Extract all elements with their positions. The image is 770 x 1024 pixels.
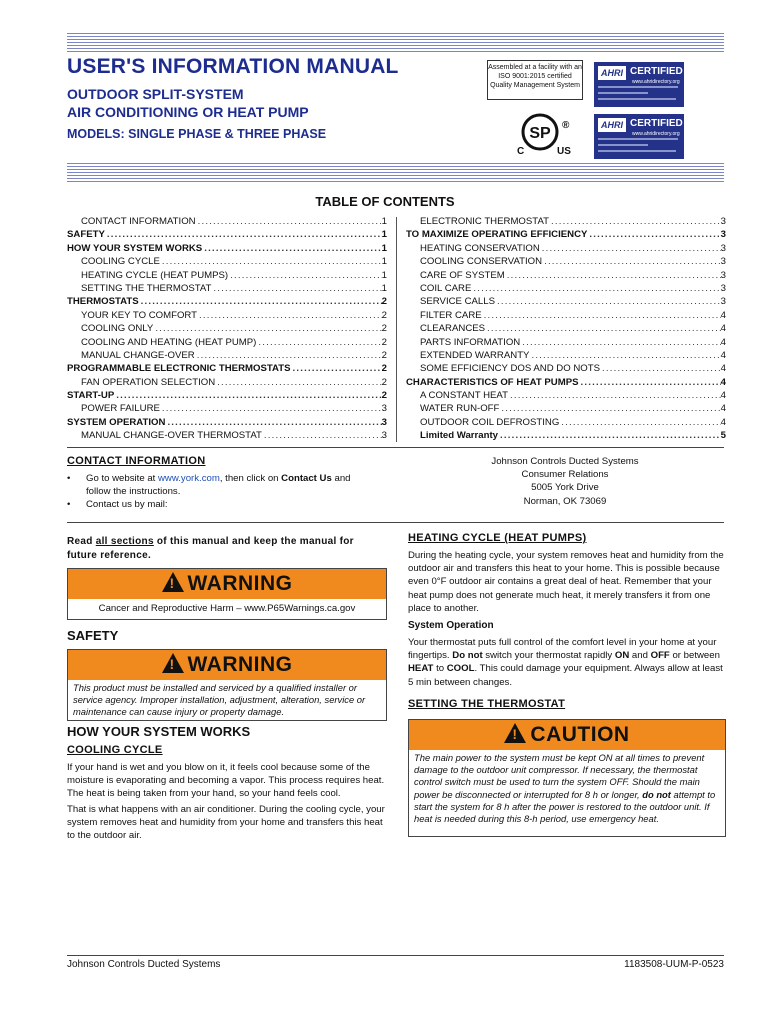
toc-entry-label: THERMOSTATS [67,296,139,308]
toc-entry-label: HEATING CONSERVATION [420,242,540,254]
subtitle-line2: AIR CONDITIONING OR HEAT PUMP [67,104,309,120]
toc-right-column [406,215,726,443]
ahri-certified-badge [594,62,684,107]
toc-leader-dots [196,215,382,228]
cooling-cycle-heading: COOLING CYCLE [67,744,163,756]
toc-leader-dots [114,389,381,402]
toc-entry-page: 1 [381,242,387,254]
toc-entry[interactable] [406,242,726,255]
toc-leader-dots [559,416,720,429]
toc-entry[interactable] [406,349,726,362]
cooling-paragraph-1: If your hand is wet and you blow on it, it feels cool because some of the moisture is evaporating and becoming a vapor. This process requires heat. The heat is being taken from your hand, so your hand feels cool. [67,762,385,800]
toc-entry[interactable] [67,309,387,322]
toc-entry-label: MANUAL CHANGE-OVER [81,349,195,361]
contact-bullet-1: • Go to website at www.york.com, then click on Contact Us and follow the instructions. [67,473,351,498]
toc-leader-dots [291,362,382,375]
toc-entry[interactable] [406,389,726,402]
toc-leader-dots [153,322,381,335]
heating-cycle-heading: HEATING CYCLE (HEAT PUMPS) [408,532,587,544]
toc-entry-label: CONTACT INFORMATION [81,216,196,227]
section-divider-2 [67,522,724,523]
toc-leader-dots [256,336,381,349]
toc-entry[interactable] [406,295,726,308]
toc-entry[interactable] [67,376,387,389]
toc-entry-page: 4 [720,349,726,361]
toc-leader-dots [542,255,721,268]
toc-entry-page: 4 [720,323,726,335]
toc-leader-dots [202,242,381,255]
toc-entry-label: COOLING AND HEATING (HEAT PUMP) [81,336,257,348]
iso-certification-box: Assembled at a facility with an ISO 9001:2015 certified Quality Management System [487,60,583,100]
toc-leader-dots [482,309,721,322]
warning-triangle-icon-2 [162,653,184,673]
toc-entry-page: 1 [381,282,387,294]
toc-entry-page: 2 [381,309,387,321]
toc-entry-page: 2 [381,390,387,402]
toc-entry[interactable] [406,416,726,429]
toc-entry[interactable] [67,242,387,255]
toc-entry-page: 1 [381,256,387,268]
toc-leader-dots [495,295,721,308]
toc-leader-dots [520,336,720,349]
footer-document-number: 1183508-UUM-P-0523 [624,959,724,970]
toc-leader-dots [498,429,721,442]
contact-bullet-2: • Contact us by mail: [67,499,168,510]
toc-entry-label: SAFETY [67,229,105,241]
toc-leader-dots [160,255,382,268]
toc-leader-dots [508,389,721,402]
toc-entry-page: 2 [381,323,387,335]
toc-entry-label: HOW YOUR SYSTEM WORKS [67,242,203,254]
setting-thermostat-heading: SETTING THE THERMOSTAT [408,698,566,710]
caution-text: The main power to the system must be kept ON at all times to prevent damage to the outdoor unit compressor. If necessary, the thermostat control switch must be used to turn the system OFF. Should the main power be disconnected or interrupted for 8 h or longer, do not attempt to start the system for 8 h after the power is restored to the outdoor unit. If heat is needed during this 8-h period, use emergency heat. [414,752,716,825]
toc-entry[interactable] [67,362,387,375]
manual-title: USER'S INFORMATION MANUAL [67,55,399,78]
toc-leader-dots [139,295,382,308]
models-line: MODELS: SINGLE PHASE & THREE PHASE [67,127,327,141]
csa-c-label: C [517,146,525,157]
mailing-address: Johnson Controls Ducted Systems Consumer Relations 5005 York Drive Norman, OK 73069 [491,456,639,507]
toc-entry-label: FAN OPERATION SELECTION [81,376,216,388]
warning-box-p65 [67,568,387,620]
toc-entry-label: Limited Warranty [420,430,499,442]
toc-entry[interactable] [406,215,726,228]
toc-entry-page: 4 [720,390,726,402]
toc-entry-label: COOLING CYCLE [81,256,160,268]
toc-entry[interactable] [67,322,387,335]
toc-entry[interactable] [406,336,726,349]
toc-leader-dots [540,242,721,255]
warning-header: !WARNING [68,569,386,599]
footer-company: Johnson Controls Ducted Systems [67,959,221,970]
toc-leader-dots [505,269,721,282]
toc-left-column [67,215,387,443]
toc-entry-page: 2 [381,363,387,375]
toc-entry-page: 2 [381,349,387,361]
toc-entry-page: 4 [720,376,726,388]
toc-entry-page: 3 [720,229,726,241]
toc-leader-dots [105,228,382,241]
toc-entry[interactable] [67,416,387,429]
header-stripes-bottom [67,163,724,183]
toc-title: TABLE OF CONTENTS [315,194,455,209]
warning-box-safety [67,649,387,721]
toc-leader-dots [197,309,382,322]
toc-entry-label: PARTS INFORMATION [420,336,521,348]
toc-entry-page: 3 [720,269,726,281]
toc-entry-label: CARE OF SYSTEM [420,269,505,281]
toc-entry[interactable] [67,295,387,308]
toc-leader-dots [211,282,381,295]
toc-entry-label: ELECTRONIC THERMOSTAT [420,216,549,227]
cooling-paragraph-2: That is what happens with an air conditioner. During the cooling cycle, your system removes heat and humidity from your home and transfers this heat to the outdoor air. [67,804,385,842]
caution-box [408,719,726,837]
csa-us-label: US [557,146,571,157]
safety-heading: SAFETY [67,628,119,643]
toc-entry-label: A CONSTANT HEAT [420,390,508,402]
ahri-web-label: www.ahridirectory.org [632,79,680,85]
system-operation-heading: System Operation [408,620,494,631]
toc-entry-label: COOLING CONSERVATION [420,256,543,268]
toc-entry[interactable] [406,429,726,442]
toc-leader-dots [228,269,382,282]
toc-leader-dots [600,362,721,375]
toc-entry-page: 4 [720,336,726,348]
how-system-works-heading: HOW YOUR SYSTEM WORKS [67,724,251,739]
toc-entry[interactable] [406,362,726,375]
toc-entry-label: SERVICE CALLS [420,296,496,308]
toc-entry[interactable] [406,269,726,282]
toc-entry-label: SETTING THE THERMOSTAT [81,282,212,294]
toc-leader-dots [499,402,720,415]
toc-entry-page: 3 [720,256,726,268]
toc-entry-page: 4 [720,403,726,415]
toc-entry-label: SOME EFFICIENCY DOS AND DO NOTS [420,363,600,375]
toc-entry[interactable] [406,309,726,322]
csa-registered-mark: ® [562,120,570,131]
toc-entry-label: OUTDOOR COIL DEFROSTING [420,416,560,428]
toc-leader-dots [485,322,721,335]
york-website-link[interactable]: www.york.com [158,473,220,484]
toc-entry[interactable] [67,402,387,415]
toc-entry-page: 3 [720,242,726,254]
header-stripes [67,33,724,53]
csa-mark-text: SP [529,125,551,142]
toc-entry[interactable] [67,215,387,228]
toc-entry-page: 3 [720,282,726,294]
toc-entry-label: HEATING CYCLE (HEAT PUMPS) [81,269,229,281]
warning-header-2: !WARNING [68,650,386,680]
toc-entry-page: 2 [381,336,387,348]
toc-entry[interactable] [406,402,726,415]
toc-entry[interactable] [67,389,387,402]
toc-entry[interactable] [67,255,387,268]
toc-entry-label: COIL CARE [420,282,472,294]
toc-leader-dots [587,228,720,241]
toc-entry-page: 3 [720,216,726,227]
read-manual-note: Read all sections of this manual and keep the manual for future reference. [67,536,354,561]
toc-entry-page: 1 [381,216,387,227]
toc-entry-page: 1 [381,229,387,241]
toc-entry[interactable] [406,228,726,241]
toc-entry[interactable] [406,282,726,295]
toc-leader-dots [529,349,720,362]
toc-leader-dots [471,282,720,295]
footer-divider [67,955,724,956]
toc-entry-label: COOLING ONLY [81,323,154,335]
toc-entry-page: 2 [381,296,387,308]
toc-entry-label: CLEARANCES [420,323,486,335]
toc-entry[interactable] [67,336,387,349]
toc-entry-label: MANUAL CHANGE-OVER THERMOSTAT [81,430,262,442]
caution-triangle-icon [504,723,526,743]
contact-heading: CONTACT INFORMATION [67,455,206,467]
ahri-certified-label-2: CERTIFIED [630,118,683,129]
toc-entry-page: 3 [381,416,387,428]
ahri-logo-icon: AHRI [598,66,626,80]
toc-entry[interactable] [67,282,387,295]
toc-leader-dots [549,215,721,228]
toc-entry[interactable] [67,269,387,282]
toc-entry[interactable] [406,376,726,389]
warning-triangle-icon [162,572,184,592]
toc-leader-dots [579,376,721,389]
toc-leader-dots [215,376,381,389]
ahri-certified-badge-2 [594,114,684,159]
toc-entry-label: YOUR KEY TO COMFORT [81,309,198,321]
toc-entry-page: 1 [381,269,387,281]
toc-entry-page: 4 [720,309,726,321]
system-operation-paragraph: Your thermostat puts full control of the comfort level in your home at your fingertips. Do not switch your thermostat rapidly ON and OFF or between HEAT to COOL. This could damage your equipment. Always allow at least 5 min between changes. [408,637,723,688]
toc-entry-label: START-UP [67,390,115,402]
caution-header: !CAUTION [409,720,725,750]
toc-entry-page: 3 [381,403,387,415]
toc-entry-label: TO MAXIMIZE OPERATING EFFICIENCY [406,229,588,241]
ahri-logo-icon-2: AHRI [598,118,626,132]
subtitle-line1: OUTDOOR SPLIT-SYSTEM [67,86,244,102]
warning-p65-text: Cancer and Reproductive Harm – www.P65Warnings.ca.gov [98,603,356,614]
toc-entry-label: EXTENDED WARRANTY [420,349,530,361]
csa-logo [510,108,578,160]
toc-leader-dots [165,416,381,429]
heating-paragraph: During the heating cycle, your system removes heat and humidity from the outdoor air and transfers this heat to your home. This is possible because even 0°F outdoor air contains a great deal of heat. Remember that your heat pump does not generate much heat, it merely transfers it from one place to another. [408,550,724,614]
warning-safety-text: This product must be installed and serviced by a qualified installer or service agency. Improper installation, adjustment, alteration, service or maintenance can cause injury or property damage. [73,682,366,717]
ahri-certified-label: CERTIFIED [630,66,683,77]
section-divider [67,447,724,448]
toc-entry[interactable] [406,322,726,335]
toc-entry-page: 5 [720,430,726,442]
toc-entry-page: 3 [720,296,726,308]
toc-entry[interactable] [67,349,387,362]
toc-entry-page: 4 [720,416,726,428]
ahri-web-label-2: www.ahridirectory.org [632,131,680,137]
toc-entry[interactable] [406,255,726,268]
toc-leader-dots [195,349,382,362]
toc-entry-label: FILTER CARE [420,309,482,321]
toc-entry-page: 3 [381,430,387,442]
toc-entry-page: 4 [720,363,726,375]
toc-entry[interactable] [67,228,387,241]
toc-divider [396,217,397,442]
toc-entry-label: SYSTEM OPERATION [67,416,166,428]
toc-leader-dots [160,402,382,415]
toc-entry-label: CHARACTERISTICS OF HEAT PUMPS [406,376,579,388]
toc-entry-label: PROGRAMMABLE ELECTRONIC THERMOSTATS [67,363,291,375]
toc-entry-page: 2 [381,376,387,388]
toc-entry-label: WATER RUN-OFF [420,403,500,415]
toc-entry-label: POWER FAILURE [81,403,160,415]
toc-leader-dots [262,429,382,442]
toc-entry[interactable] [67,429,387,442]
